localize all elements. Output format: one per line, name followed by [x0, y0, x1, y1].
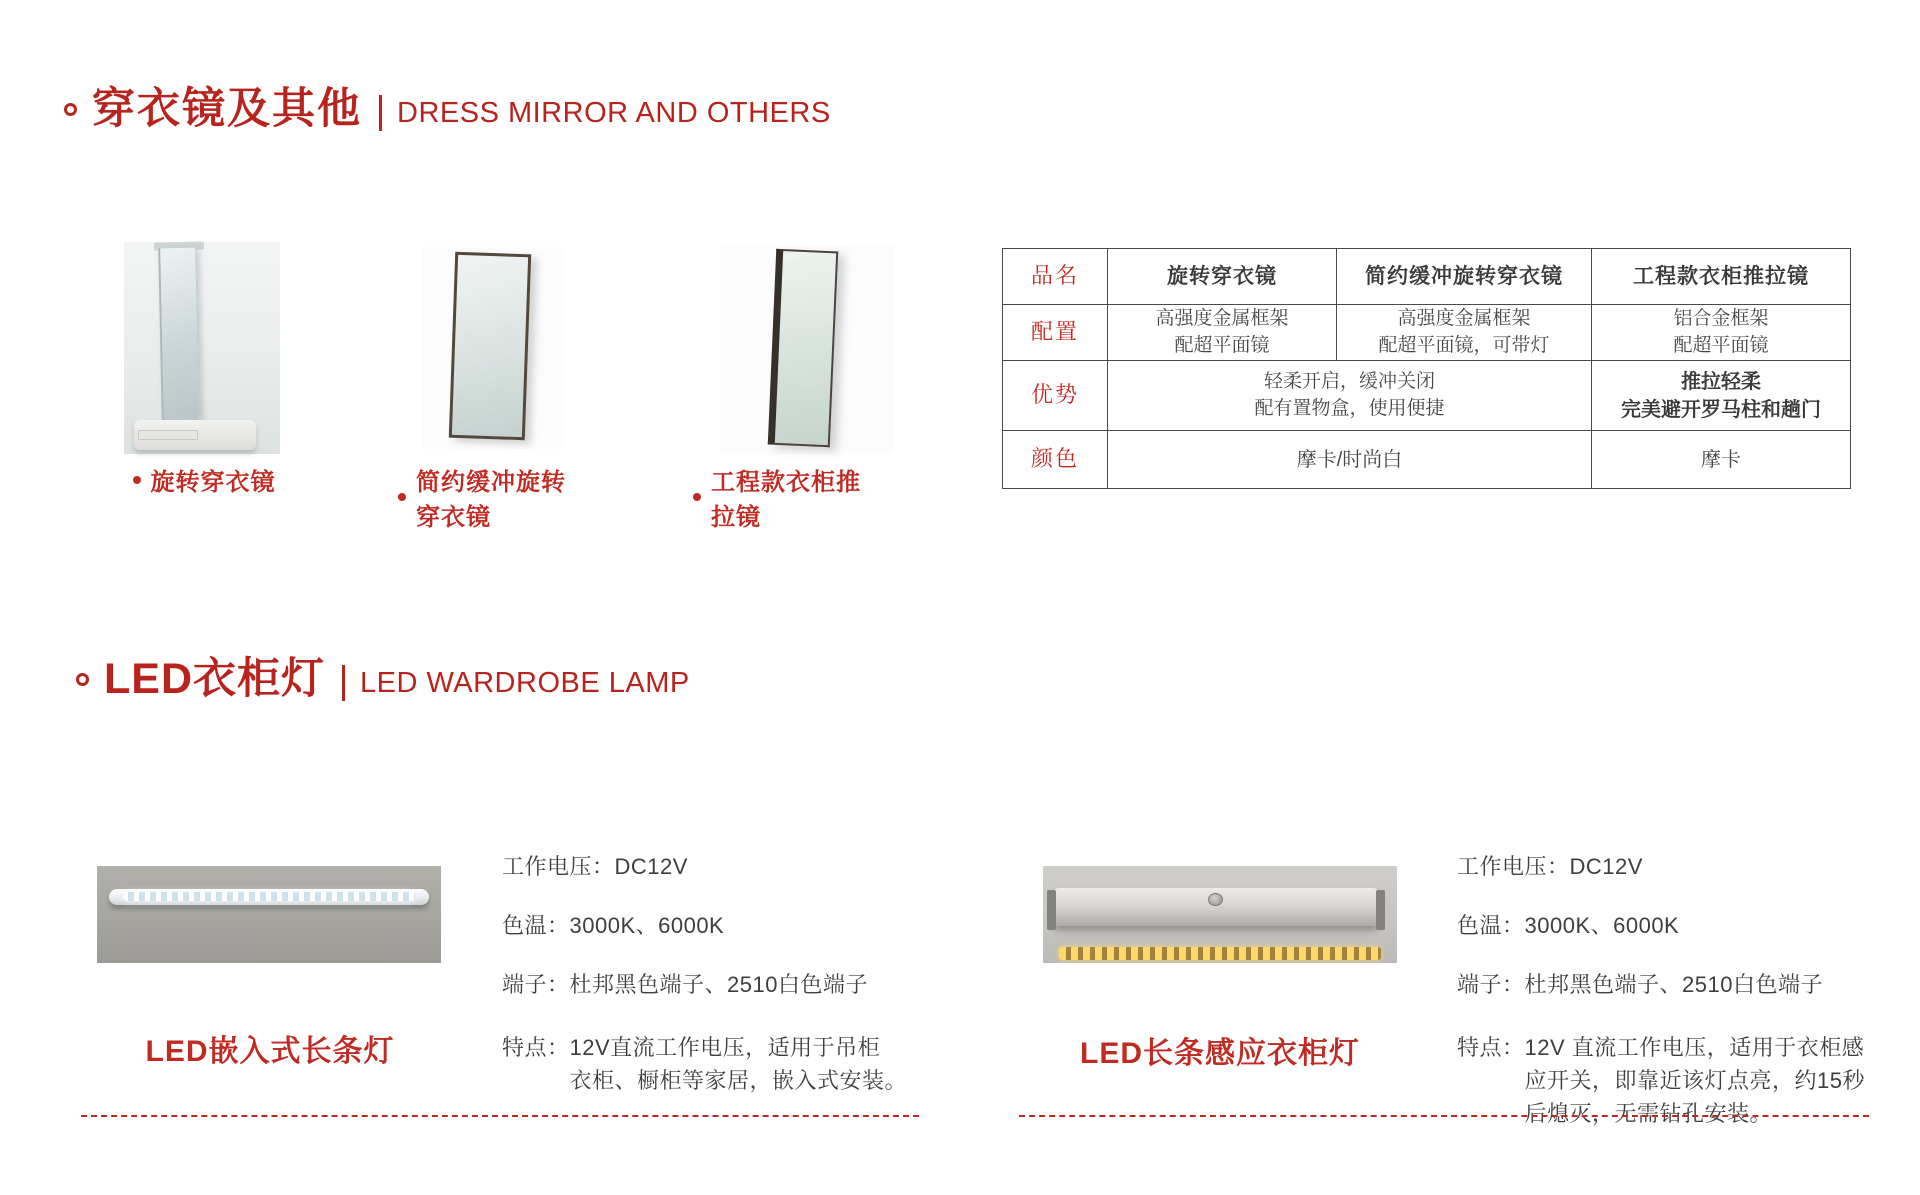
mirror-base-tray	[138, 430, 198, 440]
advantage-line: 完美避开罗马柱和趟门	[1621, 398, 1821, 421]
table-cell-product-name: 简约缓冲旋转穿衣镜	[1337, 249, 1592, 305]
table-cell-config	[1108, 305, 1337, 361]
mirror-caption-2	[398, 462, 582, 532]
advantage-line: 配有置物盒，使用便捷	[1254, 397, 1445, 419]
led-strip-lamp-photo	[97, 866, 441, 963]
led-sensor-lamp-photo	[1043, 866, 1397, 963]
table-cell-product-name: 旋转穿衣镜	[1108, 249, 1337, 305]
lamp-bar	[109, 889, 429, 905]
caption-bullet-icon	[693, 493, 701, 501]
caption-text: 工程款衣柜推拉镜	[711, 469, 861, 531]
mirror-section-header	[64, 85, 831, 133]
led-product-name-2: LED长条感应衣柜灯	[1080, 1037, 1360, 1070]
table-row-label: 品名	[1003, 249, 1108, 305]
feature-line: 12V直流工作电压，适用于吊柜	[569, 1035, 881, 1060]
config-line: 配超平面镜	[1673, 334, 1769, 356]
caption-bullet-icon	[398, 493, 406, 501]
config-line: 高强度金属框架	[1397, 307, 1531, 329]
mirror-panel	[768, 249, 838, 448]
dashed-divider-left	[81, 1115, 919, 1117]
mirror-section-title-zh: 穿衣镜及其他	[92, 85, 362, 133]
mirror-panel	[158, 248, 200, 421]
mirror-caption-1	[124, 462, 284, 497]
led-section-title-en: LED WARDROBE LAMP	[360, 666, 690, 699]
advantage-line: 推拉轻柔	[1681, 370, 1761, 393]
feature-label: 特点：	[1457, 1035, 1525, 1060]
spec-voltage: 工作电压：DC12V	[502, 854, 688, 879]
sliding-mirror-photo	[720, 246, 894, 454]
spec-terminal: 端子：杜邦黑色端子、2510白色端子	[502, 972, 868, 997]
rotating-mirror-photo	[124, 242, 280, 454]
title-divider	[379, 95, 382, 131]
mirror-comparison-table	[1002, 248, 1851, 489]
spec-voltage: 工作电压：DC12V	[1457, 854, 1643, 879]
led-specs-2	[1457, 854, 1865, 1130]
lamp-bar	[1053, 888, 1379, 926]
table-row-label: 配置	[1003, 305, 1108, 361]
spec-color-temp: 色温：3000K、6000K	[502, 913, 725, 938]
mirror-caption-3	[693, 462, 877, 532]
config-line: 配超平面镜	[1174, 334, 1270, 356]
lamp-end-cap	[1376, 890, 1385, 930]
table-cell-color: 摩卡	[1592, 431, 1851, 489]
feature-label: 特点：	[502, 1035, 570, 1060]
table-cell-advantage	[1592, 361, 1851, 431]
config-line: 高强度金属框架	[1155, 307, 1289, 329]
feature-line: 应开关，即靠近该灯点亮，约15秒	[1524, 1068, 1865, 1093]
dashed-divider-right	[1019, 1115, 1869, 1117]
table-cell-advantage-merged	[1108, 361, 1592, 431]
mirror-panel	[449, 252, 531, 441]
led-specs-1	[502, 854, 907, 1097]
caption-text: 旋转穿衣镜	[150, 469, 276, 496]
led-section-header	[76, 655, 690, 703]
mirror-section-title-en: DRESS MIRROR AND OTHERS	[397, 96, 831, 129]
led-strip	[1059, 947, 1381, 960]
table-cell-config	[1592, 305, 1851, 361]
led-strip	[123, 892, 415, 901]
spec-feature	[502, 1031, 907, 1097]
feature-line: 12V 直流工作电压，适用于衣柜感	[1524, 1035, 1865, 1060]
feature-line: 衣柜、橱柜等家居，嵌入式安装。	[569, 1068, 908, 1093]
section-bullet-icon	[64, 103, 77, 116]
title-divider	[342, 665, 345, 701]
led-section-title-zh: LED衣柜灯	[104, 655, 325, 703]
caption-bullet-icon	[133, 476, 141, 484]
feature-line: 后熄灭，无需钻孔安装。	[1524, 1101, 1773, 1126]
buffered-mirror-photo	[422, 247, 565, 449]
led-product-name-1: LED嵌入式长条灯	[145, 1035, 395, 1068]
section-bullet-icon	[76, 673, 89, 686]
table-row-label: 优势	[1003, 361, 1108, 431]
spec-color-temp: 色温：3000K、6000K	[1457, 913, 1680, 938]
lamp-end-cap	[1047, 890, 1056, 930]
table-cell-config	[1337, 305, 1592, 361]
table-row-label: 颜色	[1003, 431, 1108, 489]
table-cell-product-name: 工程款衣柜推拉镜	[1592, 249, 1851, 305]
advantage-line: 轻柔开启，缓冲关闭	[1263, 370, 1435, 392]
config-line: 铝合金框架	[1673, 307, 1769, 329]
motion-sensor-icon	[1208, 893, 1223, 906]
feature-text	[570, 1031, 908, 1097]
config-line: 配超平面镜，可带灯	[1378, 334, 1550, 356]
spec-terminal: 端子：杜邦黑色端子、2510白色端子	[1457, 972, 1823, 997]
caption-text: 简约缓冲旋转穿衣镜	[416, 469, 566, 531]
table-cell-color-merged: 摩卡/时尚白	[1108, 431, 1592, 489]
